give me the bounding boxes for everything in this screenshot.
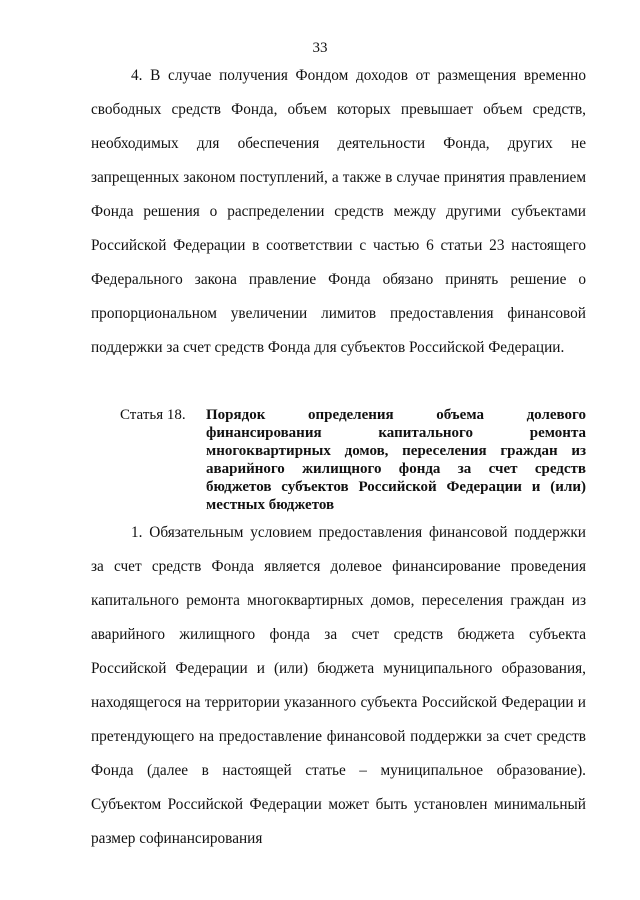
article-heading [120, 406, 586, 514]
paragraph-1: 1. Обязательным условием предоставления финансовой поддержки за счет средств Фонда является долевое финансирование проведения капитального ремонта многоквартирных домов, переселения граждан из аварийного жилищного фонда за счет средств бюджета субъекта Российской Федерации и (или) бюджета муниципального образования, находящегося на территории указанного субъекта Российской Федерации и претендующего на предоставление финансовой поддержки за счет средств Фонда (далее в настоящей статье – муниципальное образование). Субъектом Российской Федерации может быть установлен минимальный размер софинансирования [91, 524, 586, 847]
page-number: 33 [312, 40, 328, 56]
article-number: Статья 18. [120, 407, 186, 423]
paragraph-4: 4. В случае получения Фондом доходов от размещения временно свободных средств Фонда, объем которых превышает объем средств, необходимых для обеспечения деятельности Фонда, других не запрещенных законом поступлений, а также в случае принятия правлением Фонда решения о распределении средств между другими субъектами Российской Федерации в соответствии с частью 6 статьи 23 настоящего Федерального закона правление Фонда обязано принять решение о пропорциональном увеличении лимитов предоставления финансовой поддержки за счет средств Фонда для субъектов Российской Федерации. [91, 67, 586, 356]
article-title: Порядок определения объема долевого финансирования капитального ремонта многоквартирных домов, переселения граждан из аварийного жилищного фонда за счет средств бюджетов субъектов Российской Федерации и (или) местных бюджетов [206, 407, 586, 513]
